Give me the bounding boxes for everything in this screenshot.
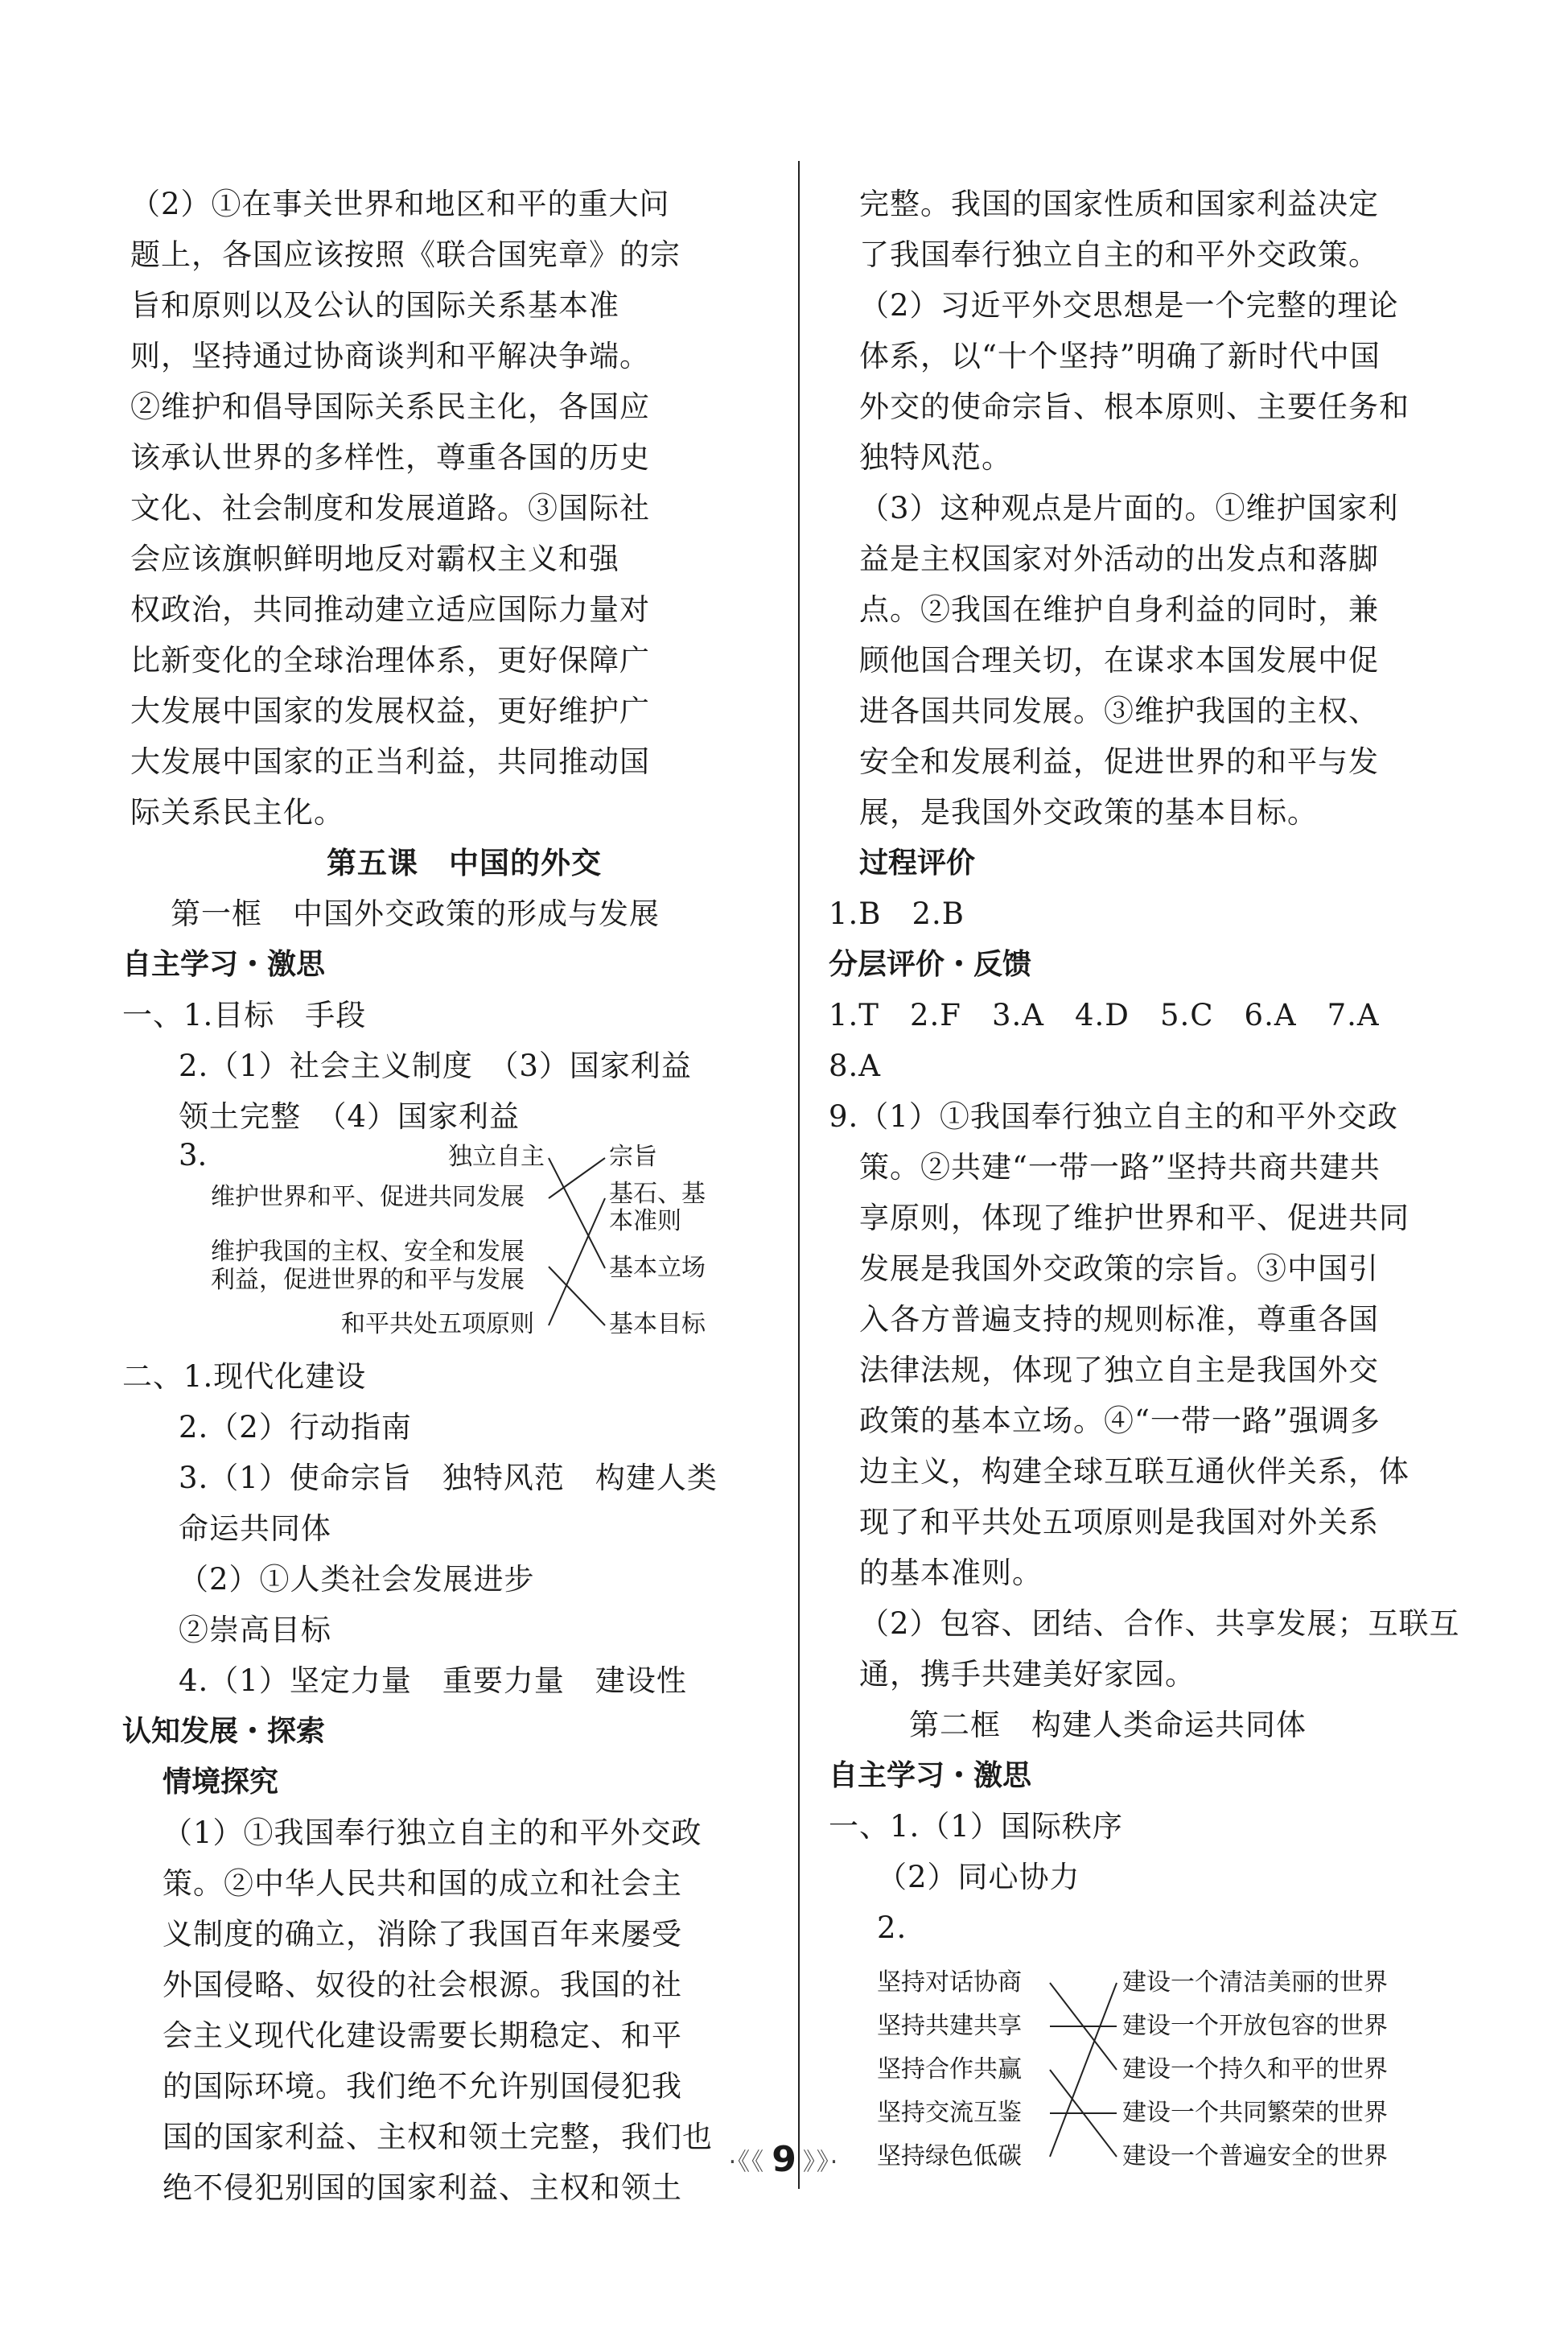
text-line: 完整。我国的国家性质和国家利益决定 [859, 187, 1379, 221]
text-line: （2）①在事关世界和地区和平的重大问 [130, 187, 670, 221]
text-line: （2）同心协力 [877, 1860, 1080, 1894]
text-line: 题上，各国应该按照《联合国宪章》的宗 [130, 237, 681, 272]
text-line: 通，携手共建美好家园。 [859, 1657, 1196, 1692]
text-line: 则，坚持通过协商谈判和平解决争端。 [130, 339, 650, 373]
text-line: （3）这种观点是片面的。①维护国家利 [859, 491, 1399, 525]
text-line: 大发展中国家的发展权益，更好维护广 [130, 694, 650, 728]
text-line: 领土完整 （4）国家利益 [179, 1099, 521, 1134]
frame-title: 第一框 中国外交政策的形成与发展 [171, 896, 660, 931]
text-line: 体系，以“十个坚持”明确了新时代中国 [859, 339, 1381, 373]
diagram-connector-lines [130, 1138, 766, 1351]
text-line: 比新变化的全球治理体系，更好保障广 [130, 643, 650, 678]
answer-line: 8.A [829, 1049, 882, 1083]
answer-paragraph-continued [829, 179, 1448, 838]
text-line: 入各方普遍支持的规则标准，尊重各国 [859, 1302, 1379, 1337]
text-line: 的基本准则。 [859, 1556, 1043, 1590]
text-line: 会主义现代化建设需要长期稳定、和平 [163, 2018, 682, 2053]
text-line: 点。②我国在维护自身利益的同时，兼 [859, 592, 1379, 627]
diagram-left-item: 坚持合作共赢 [877, 2055, 1022, 2083]
subsection-heading: 情境探究 [163, 1766, 279, 1799]
text-line: 了我国奉行独立自主的和平外交政策。 [859, 237, 1379, 272]
diagram-left-item: 坚持交流互鉴 [877, 2099, 1022, 2127]
diagram-right-item: 建设一个共同繁荣的世界 [1122, 2099, 1388, 2127]
diagram-left-item: 坚持绿色低碳 [877, 2142, 1022, 2170]
text-line: 3.（1）使命宗旨 独特风范 构建人类 [179, 1461, 718, 1495]
text-line: 益是主权国家对外活动的出发点和落脚 [859, 542, 1379, 576]
section-heading: 自主学习・激思 [829, 1759, 1032, 1792]
diagram-right-item: 建设一个持久和平的世界 [1122, 2055, 1388, 2083]
text-line: 享原则，体现了维护世界和平、促进共同 [859, 1201, 1410, 1235]
frame-title: 第二框 构建人类命运共同体 [909, 1708, 1307, 1742]
text-line: 一、1.目标 手段 [122, 998, 367, 1032]
text-line: （1）①我国奉行独立自主的和平外交政 [163, 1815, 702, 1850]
diagram-left-item: 坚持对话协商 [877, 1968, 1022, 1997]
text-line: 绝不侵犯别国的国家利益、主权和领土 [163, 2170, 682, 2205]
item-number: 3. [179, 1138, 208, 1172]
text-line: 命运共同体 [179, 1511, 331, 1546]
answer-paragraph-2 [130, 179, 766, 838]
text-line: 义制度的确立，消除了我国百年来屡受 [163, 1917, 682, 1951]
page-number-value: 9 [772, 2139, 796, 2180]
text-line: 进各国共同发展。③维护我国的主权、 [859, 694, 1379, 728]
diagram-left-item: 独立自主 [448, 1143, 545, 1171]
text-line: （2）①人类社会发展进步 [179, 1562, 535, 1597]
diagram-left-item: 维护我国的主权、安全和发展 [211, 1238, 525, 1266]
text-line: ②崇高目标 [179, 1613, 331, 1647]
text-line: 政策的基本立场。④“一带一路”强调多 [859, 1403, 1381, 1438]
text-line: 现了和平共处五项原则是我国对外关系 [859, 1505, 1379, 1539]
text-line: 策。②中华人民共和国的成立和社会主 [163, 1866, 682, 1901]
diagram-left-item: 利益，促进世界的和平与发展 [211, 1266, 525, 1294]
left-column [122, 179, 766, 2213]
right-column [829, 179, 1460, 2186]
section-heading: 自主学习・激思 [122, 948, 326, 981]
text-line: 大发展中国家的正当利益，共同推动国 [130, 744, 650, 779]
diagram-right-item: 宗旨 [609, 1143, 657, 1171]
text-line: 法律法规，体现了独立自主是我国外交 [859, 1353, 1379, 1387]
text-line: 发展是我国外交政策的宗旨。③中国引 [859, 1251, 1379, 1286]
diagram-right-item: 本准则 [609, 1207, 681, 1235]
text-line: 2.（1）社会主义制度 （3）国家利益 [179, 1049, 692, 1083]
text-line: 独特风范。 [859, 440, 1012, 475]
answer-line: 1.B 2.B [829, 896, 965, 931]
text-line: 国的国家利益、主权和领土完整，我们也 [163, 2120, 713, 2154]
column-divider [798, 161, 800, 2189]
text-line: 的国际环境。我们绝不允许别国侵犯我 [163, 2069, 682, 2104]
text-line: 边主义，构建全球互联互通伙伴关系，体 [859, 1454, 1410, 1489]
text-line: ②维护和倡导国际关系民主化，各国应 [130, 389, 650, 424]
text-line: 安全和发展利益，促进世界的和平与发 [859, 744, 1379, 779]
section-heading: 分层评价・反馈 [829, 948, 1032, 981]
page-number-ornament-left: ·《《 [728, 2148, 766, 2177]
diagram-right-item: 基石、基 [609, 1180, 706, 1208]
text-line: 该承认世界的多样性，尊重各国的历史 [130, 440, 650, 475]
section-heading: 认知发展・探索 [122, 1715, 326, 1748]
text-line: 会应该旗帜鲜明地反对霸权主义和强 [130, 542, 619, 576]
diagram-right-item: 建设一个普遍安全的世界 [1122, 2142, 1388, 2170]
text-line: 外国侵略、奴役的社会根源。我国的社 [163, 1968, 682, 2002]
text-line: 一、1.（1）国际秩序 [829, 1809, 1123, 1844]
text-line: 顾他国合理关切，在谋求本国发展中促 [859, 643, 1379, 678]
text-line: 外交的使命宗旨、根本原则、主要任务和 [859, 389, 1410, 424]
page-number-ornament-right: 》》· [802, 2148, 840, 2177]
diagram-right-item: 建设一个清洁美丽的世界 [1122, 1968, 1388, 1997]
text-line: 策。②共建“一带一路”坚持共商共建共 [859, 1150, 1381, 1185]
matching-diagram-1 [130, 1138, 766, 1351]
diagram-right-item: 建设一个开放包容的世界 [1122, 2012, 1388, 2040]
text-line: 展，是我国外交政策的基本目标。 [859, 795, 1318, 830]
diagram-left-item: 和平共处五项原则 [341, 1310, 534, 1338]
page-number [0, 2139, 1568, 2180]
item-number: 2. [877, 1910, 907, 1945]
text-line: （2）包容、团结、合作、共享发展；互联互 [859, 1606, 1460, 1641]
diagram-right-item: 基本目标 [609, 1310, 706, 1338]
text-line: 旨和原则以及公认的国际关系基本准 [130, 288, 619, 323]
text-line: 际关系民主化。 [130, 795, 344, 830]
answer-line: 1.T 2.F 3.A 4.D 5.C 6.A 7.A [829, 998, 1380, 1032]
diagram-left-item: 维护世界和平、促进共同发展 [211, 1183, 525, 1211]
text-line: 4.（1）坚定力量 重要力量 建设性 [179, 1663, 687, 1698]
text-line: 9.（1）①我国奉行独立自主的和平外交政 [829, 1099, 1398, 1134]
lesson-title: 第五课 中国的外交 [327, 845, 602, 880]
text-line: 2.（2）行动指南 [179, 1410, 412, 1445]
answer-paragraph [829, 1142, 1460, 1700]
text-line: 文化、社会制度和发展道路。③国际社 [130, 491, 650, 525]
text-line: （2）习近平外交思想是一个完整的理论 [859, 288, 1399, 323]
diagram-right-item: 基本立场 [609, 1254, 706, 1282]
diagram-left-item: 坚持共建共享 [877, 2012, 1022, 2040]
subsection-heading: 过程评价 [859, 847, 976, 880]
text-line: 权政治，共同推动建立适应国际力量对 [130, 592, 650, 627]
text-line: 二、1.现代化建设 [122, 1359, 367, 1394]
